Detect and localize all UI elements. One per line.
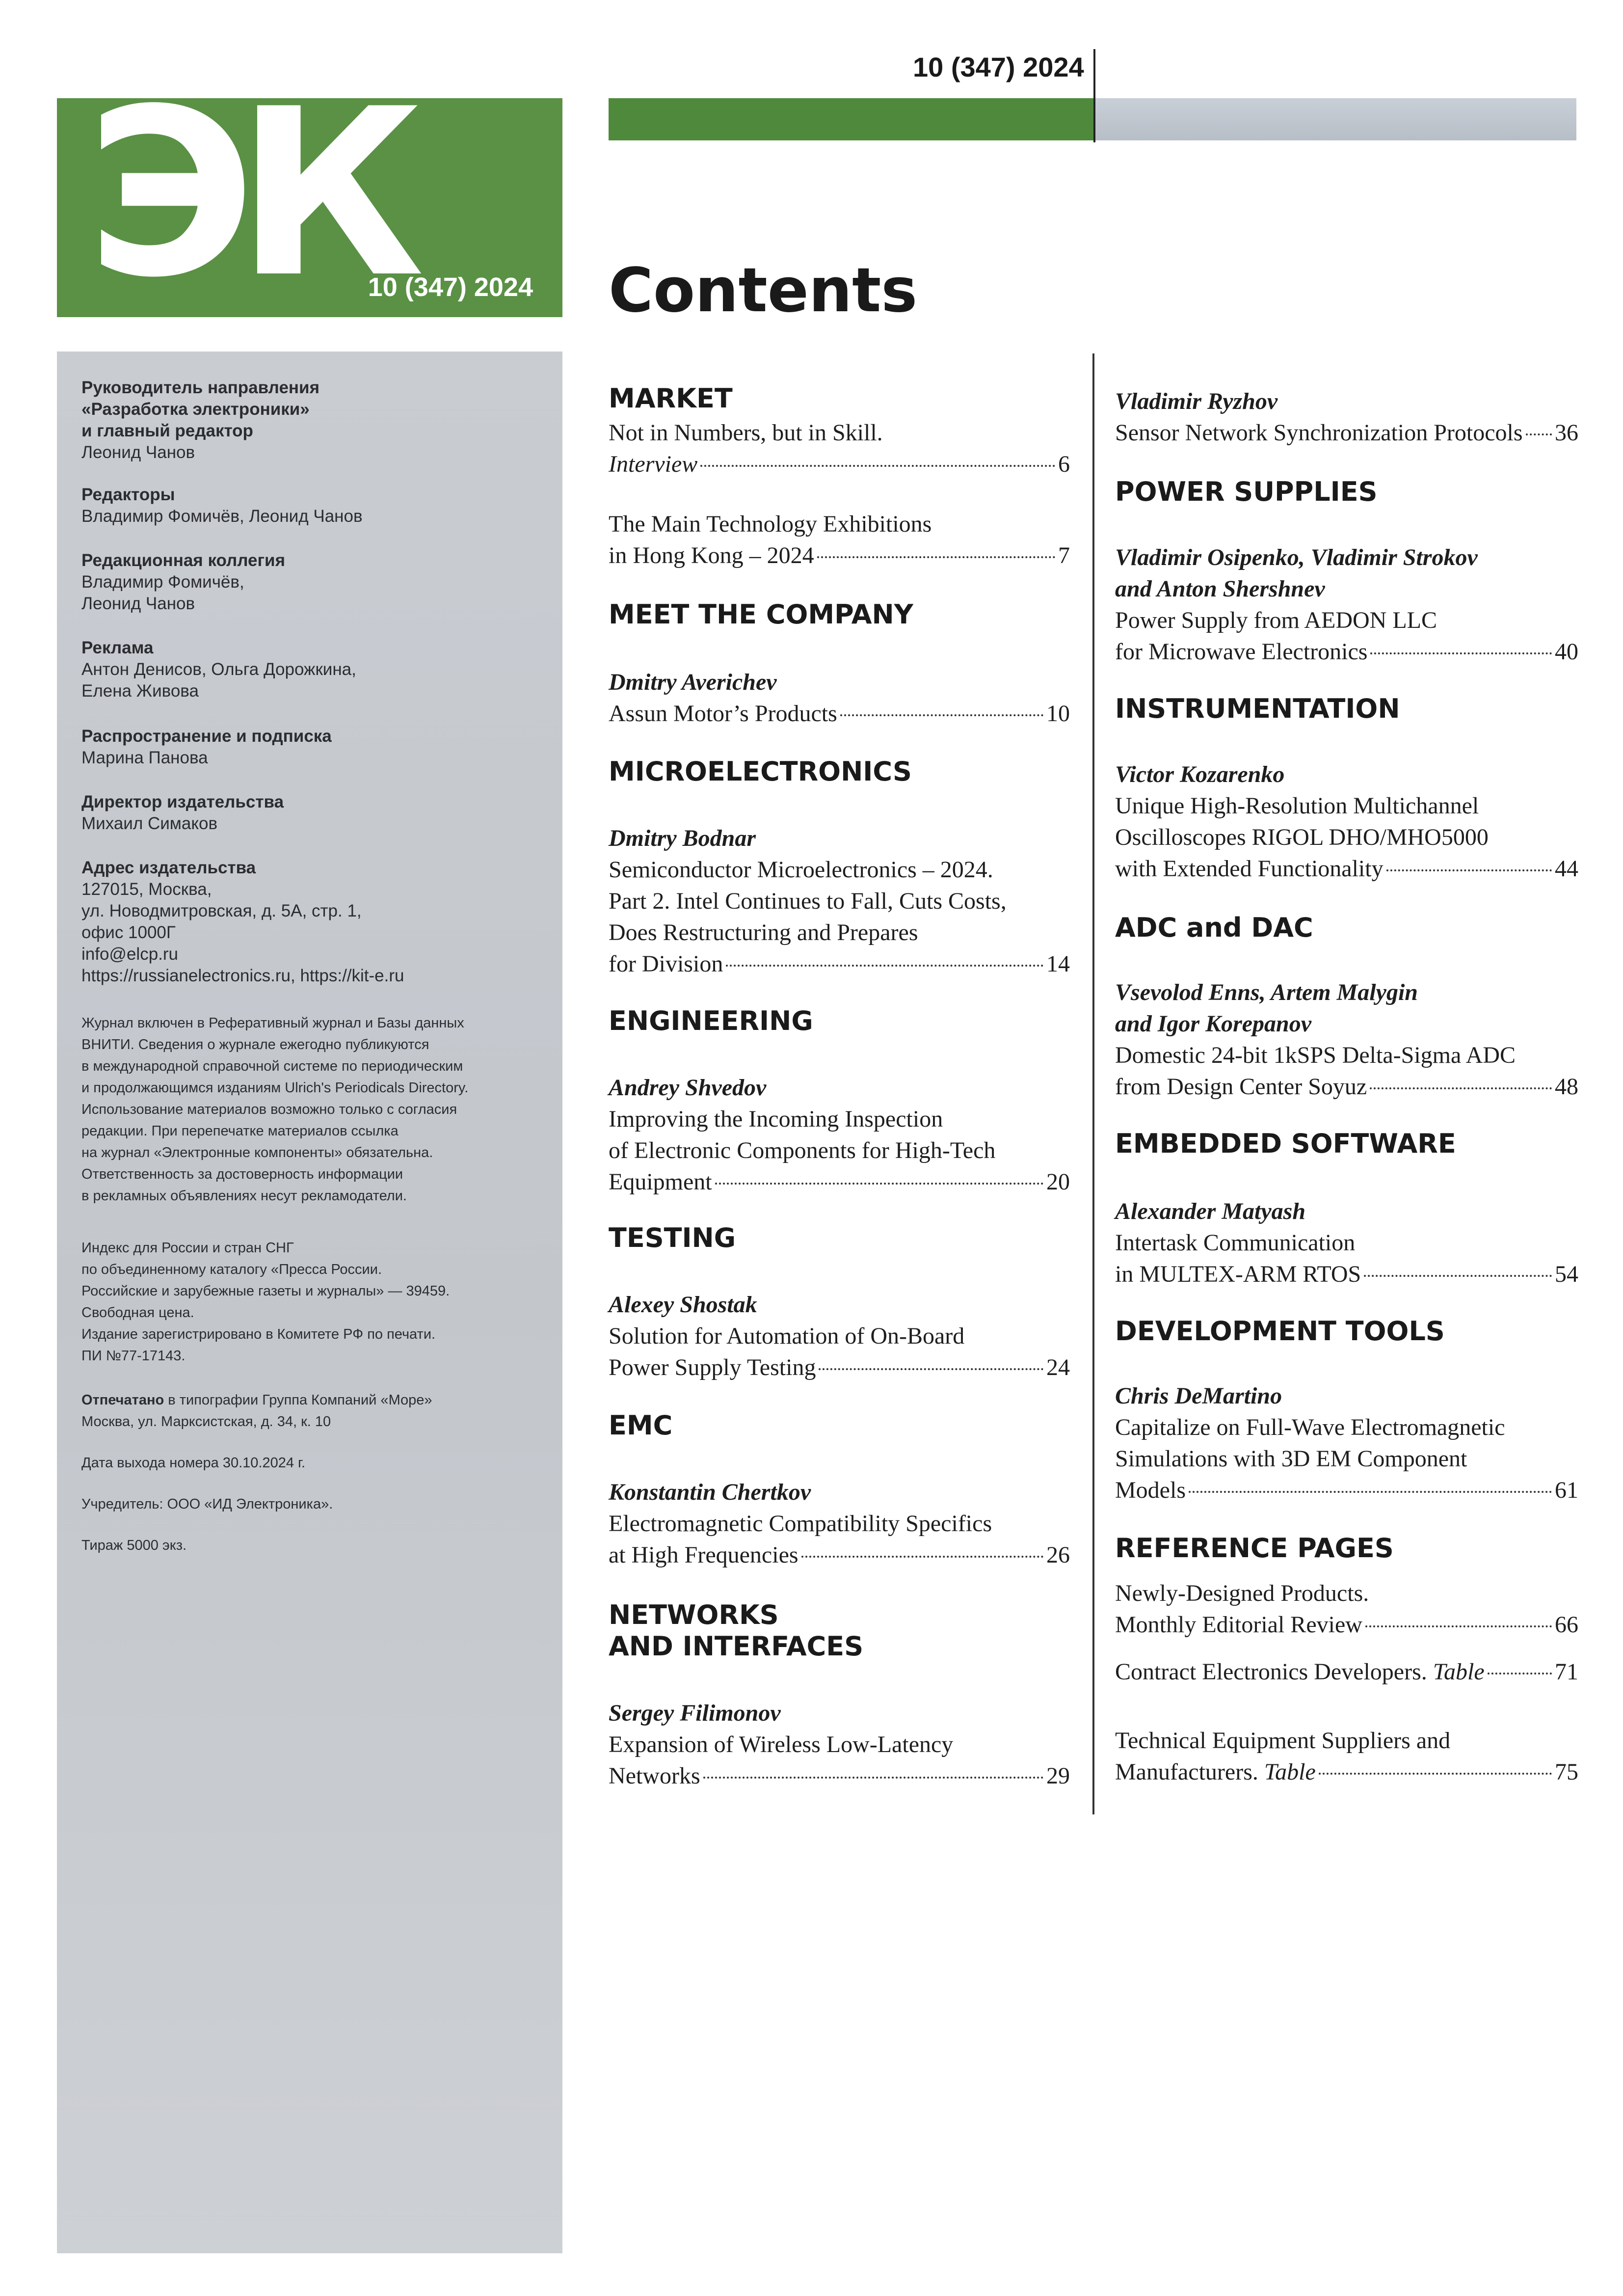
imprint-circulation: Тираж 5000 экз.: [81, 1538, 187, 1553]
toc-entry-power[interactable]: [1115, 542, 1578, 668]
toc-entry-adc[interactable]: [1115, 977, 1578, 1103]
imprint-printed: [81, 1389, 533, 1432]
dot-leader: [703, 1777, 1043, 1779]
toc-entry-new-products[interactable]: [1115, 1578, 1578, 1641]
page-number: 71: [1555, 1659, 1578, 1685]
entry-leader: [609, 948, 1070, 980]
entry-author: Victor Kozarenko: [1115, 761, 1285, 787]
page-number: 24: [1046, 1354, 1070, 1380]
entry-title-line: Electromagnetic Compatibility Specifics: [609, 1511, 992, 1537]
entry-title-line: Capitalize on Full-Wave Electromagnetic: [1115, 1414, 1505, 1440]
section-microelectronics: MICROELECTRONICS: [609, 756, 912, 787]
page-number: 48: [1555, 1074, 1578, 1100]
section-development-tools: DEVELOPMENT TOOLS: [1115, 1316, 1445, 1347]
toc-entry-assun[interactable]: [609, 667, 1070, 729]
entry-title-line: Improving the Incoming Inspection: [609, 1106, 943, 1132]
dot-leader: [1189, 1491, 1552, 1493]
entry-leader: [609, 540, 1070, 571]
page-number: 7: [1058, 542, 1070, 568]
imprint-names: Владимир Фомичёв, Леонид Чанов: [81, 572, 244, 613]
dot-leader: [700, 465, 1055, 467]
section-emc: EMC: [609, 1410, 673, 1441]
toc-entry-embedded[interactable]: [1115, 1196, 1578, 1290]
imprint-names: Владимир Фомичёв, Леонид Чанов: [81, 507, 363, 526]
toc-entry-equipment-suppliers[interactable]: [1115, 1725, 1578, 1788]
page-number: 10: [1046, 701, 1070, 727]
entry-title-line: Interview: [609, 451, 698, 477]
entry-leader: [1115, 1756, 1578, 1788]
dot-leader: [1386, 869, 1552, 871]
section-meet-the-company: MEET THE COMPANY: [609, 599, 913, 630]
imprint-role: Распространение и подписка: [81, 727, 332, 746]
imprint-editors: [81, 484, 533, 527]
entry-author: Dmitry Bodnar: [609, 825, 756, 851]
entry-title-line: in Hong Kong – 2024: [609, 542, 814, 568]
entry-title-line: Sensor Network Synchronization Protocols: [1115, 420, 1523, 446]
imprint-board: [81, 550, 533, 615]
entry-title-line: Networks: [609, 1763, 700, 1789]
page-number: 61: [1555, 1477, 1578, 1503]
dot-leader: [1319, 1773, 1552, 1775]
entry-leader: [1115, 417, 1578, 449]
entry-author: Vsevolod Enns, Artem Malygin and Igor Korepanov: [1115, 979, 1418, 1037]
imprint-distribution: [81, 726, 533, 769]
section-market: MARKET: [609, 383, 733, 414]
dot-leader: [1526, 433, 1552, 435]
imprint-role: Адрес издательства: [81, 858, 256, 877]
page-number: 29: [1046, 1763, 1070, 1789]
dot-leader: [715, 1183, 1043, 1185]
entry-title-line: Not in Numbers, but in Skill.: [609, 420, 883, 446]
logo-letters: ЭК: [86, 98, 405, 317]
toc-entry-market-exhibitions[interactable]: [609, 509, 1070, 571]
page-title: Contents: [609, 255, 918, 326]
toc-entry-instrumentation[interactable]: [1115, 759, 1578, 885]
page-number: 14: [1046, 951, 1070, 977]
printed-label: Отпечатано: [81, 1392, 164, 1408]
page-number: 54: [1555, 1261, 1578, 1287]
imprint-role: Редакционная коллегия: [81, 551, 285, 570]
imprint-role: Редакторы: [81, 485, 175, 504]
entry-leader: [1115, 1475, 1578, 1506]
page-number: 40: [1555, 639, 1578, 665]
entry-title-line: Newly-Designed Products.: [1115, 1580, 1369, 1606]
section-embedded-software: EMBEDDED SOFTWARE: [1115, 1128, 1456, 1159]
dot-leader: [1364, 1275, 1552, 1277]
entry-leader: [1115, 636, 1578, 668]
imprint-role: Руководитель направления «Разработка электроники» и главный редактор: [81, 378, 319, 440]
entry-author: Konstantin Chertkov: [609, 1479, 811, 1505]
entry-title-line: Does Restructuring and Prepares: [609, 919, 918, 945]
imprint-director: [81, 791, 533, 835]
imprint-journal-note: Журнал включен в Реферативный журнал и Базы данных ВНИТИ. Сведения о журнале ежегодно публикуются в международной справочной системе по периодическим и продолжающимся изданиям Ulrich's Periodicals Directory. Использование материалов возможно только с согласия редакции. При перепечатке материалов ссылка на журнал «Электронные компоненты» обязательна. Ответственность за достоверность информации в рекламных объявлениях несут рекламодатели.: [81, 1015, 469, 1204]
imprint-names: Леонид Чанов: [81, 443, 195, 462]
imprint-release-date: Дата выхода номера 30.10.2024 г.: [81, 1455, 306, 1471]
page-number: 26: [1046, 1542, 1070, 1568]
entry-title-line: Part 2. Intel Continues to Fall, Cuts Costs,: [609, 888, 1007, 914]
entry-leader: [609, 1352, 1070, 1383]
entry-title-line: Oscilloscopes RIGOL DHO/MHO5000: [1115, 824, 1489, 850]
entry-title-line: Technical Equipment Suppliers and: [1115, 1728, 1451, 1754]
table-label: Table: [1433, 1659, 1485, 1685]
magazine-logo: [57, 98, 562, 317]
entry-author: Vladimir Ryzhov: [1115, 388, 1278, 414]
imprint-names: 127015, Москва, ул. Новодмитровская, д. 5А, стр. 1, офис 1000Г info@elcp.ru https://russianelectronics.ru, https://kit-e.ru: [81, 880, 404, 985]
entry-title-line: in MULTEX-ARM RTOS: [1115, 1261, 1361, 1287]
table-label: Table: [1264, 1759, 1316, 1785]
entry-author: Andrey Shvedov: [609, 1075, 767, 1101]
dot-leader: [1488, 1673, 1552, 1675]
section-engineering: ENGINEERING: [609, 1005, 813, 1036]
imprint-founder: Учредитель: ООО «ИД Электроника».: [81, 1496, 333, 1512]
entry-leader: [1115, 853, 1578, 885]
entry-title-line: with Extended Functionality: [1115, 856, 1384, 882]
entry-leader: [1115, 1071, 1578, 1103]
entry-title-line: Power Supply from AEDON LLC: [1115, 607, 1437, 633]
imprint-editor-in-chief: [81, 377, 533, 463]
dot-leader: [801, 1556, 1043, 1558]
imprint-names: Антон Денисов, Ольга Дорожкина, Елена Живова: [81, 660, 356, 701]
entry-title-line: of Electronic Components for High-Tech: [609, 1137, 996, 1163]
imprint-names: Марина Панова: [81, 748, 208, 767]
section-reference-pages: REFERENCE PAGES: [1115, 1533, 1394, 1564]
entry-title-line: at High Frequencies: [609, 1542, 798, 1568]
dot-leader: [819, 1368, 1043, 1370]
toc-entry-networks[interactable]: [609, 1698, 1070, 1792]
imprint-role: Директор издательства: [81, 792, 284, 811]
entry-leader: [609, 698, 1070, 729]
printed-text: в типографии Группа Компаний «Море» Москва, ул. Марксистская, д. 34, к. 10: [81, 1392, 432, 1430]
entry-title-line: Models: [1115, 1477, 1186, 1503]
entry-title-line: Unique High-Resolution Multichannel: [1115, 793, 1479, 819]
entry-leader: [609, 449, 1070, 480]
header-green-bar: [609, 98, 1093, 140]
dot-leader: [1370, 1087, 1552, 1089]
toc-entry-emc[interactable]: [609, 1477, 1070, 1571]
entry-title-line: Manufacturers.: [1115, 1759, 1258, 1785]
entry-title-line: Expansion of Wireless Low-Latency: [609, 1731, 954, 1757]
column-divider: [1092, 353, 1094, 1814]
section-instrumentation: INSTRUMENTATION: [1115, 693, 1400, 724]
issue-number: 10 (347) 2024: [913, 52, 1084, 82]
entry-leader: [1115, 1609, 1578, 1641]
dot-leader: [840, 714, 1043, 716]
toc-entry-devtools[interactable]: [1115, 1380, 1578, 1506]
entry-title-line: from Design Center Soyuz: [1115, 1074, 1367, 1100]
entry-leader: [609, 1760, 1070, 1792]
entry-title-line: Equipment: [609, 1169, 712, 1195]
page-number: 44: [1555, 856, 1578, 882]
entry-author: Chris DeMartino: [1115, 1383, 1282, 1409]
page-number: 20: [1046, 1169, 1070, 1195]
dot-leader: [1365, 1625, 1552, 1627]
entry-author: Alexander Matyash: [1115, 1198, 1306, 1224]
entry-title-line: Assun Motor’s Products: [609, 701, 837, 727]
entry-title-line: for Microwave Electronics: [1115, 639, 1368, 665]
entry-title-line: Solution for Automation of On-Board: [609, 1323, 965, 1349]
toc-entry-engineering[interactable]: [609, 1072, 1070, 1198]
entry-title-line: Simulations with 3D EM Component: [1115, 1446, 1467, 1472]
section-networks: NETWORKS AND INTERFACES: [609, 1599, 864, 1662]
logo-issue-number: 10 (347) 2024: [368, 272, 533, 302]
entry-author: Vladimir Osipenko, Vladimir Strokov and Anton Shershnev: [1115, 544, 1478, 602]
imprint-role: Реклама: [81, 638, 154, 657]
toc-entry-contract-developers[interactable]: [1115, 1656, 1578, 1688]
entry-title-line: Intertask Communication: [1115, 1230, 1356, 1256]
entry-leader: [609, 1540, 1070, 1571]
dot-leader: [1370, 652, 1552, 654]
section-testing: TESTING: [609, 1222, 736, 1253]
entry-leader: [609, 1166, 1070, 1198]
entry-title-line: for Division: [609, 951, 723, 977]
entry-title-line: Power Supply Testing: [609, 1354, 816, 1380]
entry-title-line: Monthly Editorial Review: [1115, 1612, 1362, 1638]
page-number: 6: [1058, 451, 1070, 477]
entry-leader: [1115, 1259, 1578, 1290]
imprint-index-note: Индекс для России и стран СНГ по объединенному каталогу «Пресса России. Российские и зарубежные газеты и журналы» — 39459. Свободная цена. Издание зарегистрировано в Комитете РФ по печати. ПИ №77-17143.: [81, 1240, 450, 1364]
imprint-names: Михаил Симаков: [81, 814, 218, 833]
page-number: 36: [1555, 420, 1578, 446]
entry-title-line: Semiconductor Microelectronics – 2024.: [609, 857, 993, 883]
section-power-supplies: POWER SUPPLIES: [1115, 476, 1378, 507]
toc-entry-microelectronics[interactable]: [609, 823, 1070, 980]
dot-leader: [726, 965, 1043, 967]
entry-title-line: The Main Technology Exhibitions: [609, 511, 932, 537]
imprint-advertising: [81, 637, 533, 702]
page-number: 66: [1555, 1612, 1578, 1638]
page-number: 75: [1555, 1759, 1578, 1785]
entry-leader: [1115, 1656, 1578, 1688]
dot-leader: [817, 556, 1055, 558]
entry-title-line: Contract Electronics Developers.: [1115, 1659, 1427, 1685]
toc-entry-testing[interactable]: [609, 1289, 1070, 1383]
entry-author: Alexey Shostak: [609, 1292, 757, 1318]
entry-author: Dmitry Averichev: [609, 669, 777, 695]
entry-author: Sergey Filimonov: [609, 1700, 781, 1726]
imprint-address: [81, 857, 533, 987]
toc-entry-sensor-sync[interactable]: [1115, 386, 1578, 449]
entry-title-line: Domestic 24-bit 1kSPS Delta-Sigma ADC: [1115, 1042, 1516, 1068]
section-adc-dac: ADC and DAC: [1115, 912, 1313, 943]
header-grey-bar: [1095, 98, 1576, 140]
imprint-panel: [57, 351, 562, 2253]
toc-entry-market-interview[interactable]: [609, 417, 1070, 480]
